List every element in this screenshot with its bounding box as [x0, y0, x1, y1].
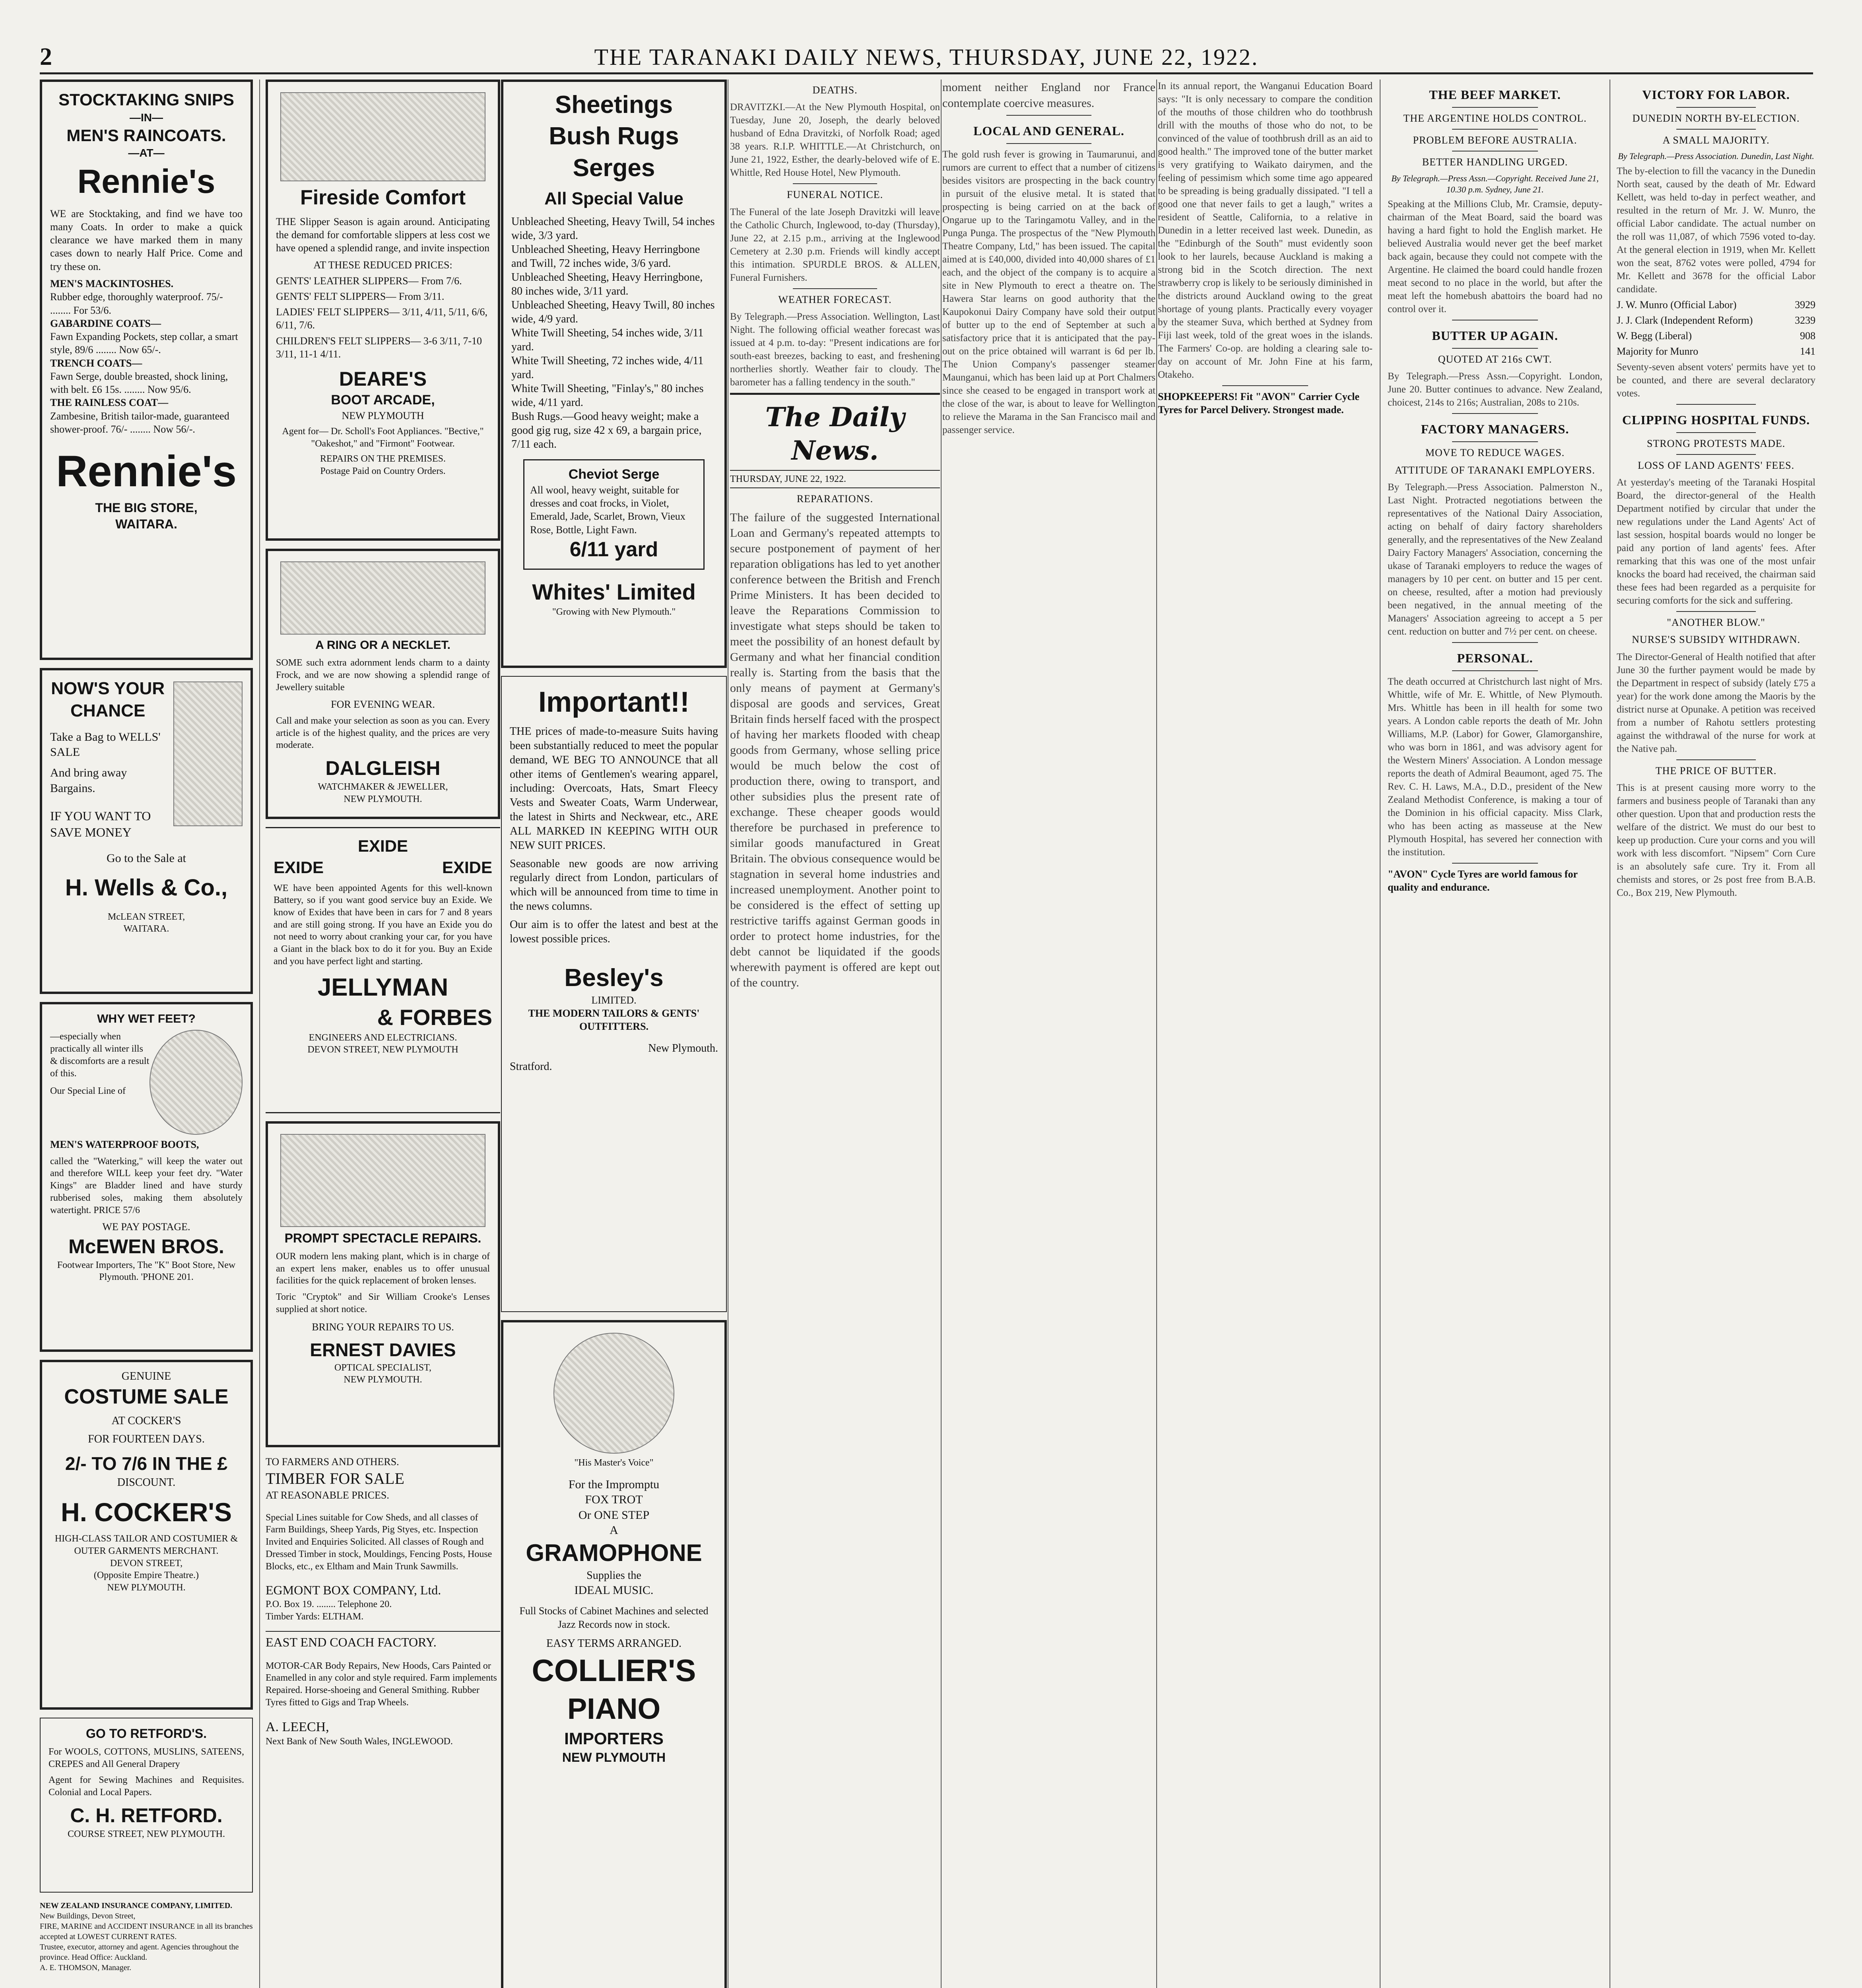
butter-price-heading: THE PRICE OF BUTTER.: [1655, 765, 1777, 777]
deare-body: THE Slipper Season is again around. Anticipating the demand for comfortable slippers at less cost we have opened a splendid range, and invite inspection: [276, 215, 490, 254]
rennies-item: [50, 317, 243, 357]
rennies-sub: —IN—: [130, 111, 163, 124]
section-rule: [730, 487, 940, 488]
column-rule: [259, 80, 260, 1988]
wells-address: McLEAN STREET,: [107, 911, 185, 922]
collier-line: Full Stocks of Cabinet Machines and selected Jazz Records now in stock.: [519, 1605, 709, 1630]
victory-dateline: By Telegraph.—Press Association. Dunedin, Last Night.: [1618, 151, 1814, 161]
local-general-body: The gold rush fever is growing in Taumarunui, and rumors are current to effect that a number of citizens besides visitors are prospecting in the back country in pursuit of the elusive metal. It is stated that prospecting is being carried on at the back of Ongarue up to the Taringamotu Valley, and in the Punga Punga. The prospectus of the "New Plymouth Theatre Company, Ltd," has been issued. The capital aimed at is £40,000, divided into 40,000 shares of £1 each, and the object of the company is to acquire a site in New Plymouth to erect a theatre on. The Hawera Star learns on good authority that the Kaupokonui Dairy Company have sold their output of butter up to the end of September at such a satisfactory price that it is anticipated that the pay-out on the price obtained will warrant is 6d per lb. The Union Company's passenger steamer Maunganui, which has been laid up at Port Chalmers since she ceased to be engaged in transport work at the close of the war, is about to leave for Wellington to relieve the Marama in the San Francisco mail and passenger service.: [942, 149, 1155, 436]
mcewen-body: called the "Waterking," will keep the water out and therefore WILL keep your feet dry. "Water Kings" are Bladder lined and have sturdy rubberised soles, making them absolutely watertight. PRICE 57/6: [50, 1156, 243, 1215]
mcewen-line: WE PAY POSTAGE.: [102, 1221, 190, 1233]
section-rule: [730, 470, 940, 471]
deare-item: GENTS' LEATHER SLIPPERS— From 7/6.: [276, 275, 462, 287]
divider: [793, 288, 877, 289]
whites-item: White Twill Sheeting, 54 inches wide, 3/11 yard.: [511, 327, 704, 353]
rennies-heading: STOCKTAKING SNIPS: [58, 90, 234, 109]
whites-item: Unbleached Sheeting, Heavy Herringbone and Twill, 72 inches wide, 3/6 yard.: [511, 243, 700, 270]
exide-body: WE have been appointed Agents for this well-known Battery, so if you want good service buy an Exide. We know of Exides that have been in cars for 7 and 8 years and are still going strong. If you have an Exide you do not need to worry about cranking your car, for you have a Giant in the black box to do it for you. Buy an Exide and you have perfect light and starting.: [274, 883, 492, 967]
page-number: 2: [40, 43, 52, 70]
column-1: [40, 80, 253, 1988]
divider: [1676, 759, 1756, 760]
egmont-line: Timber Yards: ELTHAM.: [266, 1611, 364, 1622]
result-name: Majority for Munro: [1617, 346, 1699, 357]
collier-line: EASY TERMS ARRANGED.: [546, 1637, 682, 1650]
collier-line: For the Impromptu: [568, 1477, 660, 1491]
leech-line: EAST END COACH FACTORY.: [266, 1635, 437, 1649]
factory-heading: FACTORY MANAGERS.: [1421, 422, 1569, 437]
insurance-line: A. E. THOMSON, Manager.: [40, 1963, 132, 1972]
besley-line: Stratford.: [510, 1060, 552, 1073]
deaths-heading: DEATHS.: [812, 84, 858, 96]
whites-item: Bush Rugs.—Good heavy weight; make a good gig rug, size 42 x 69, a bargain price, 7/11 each.: [511, 410, 702, 451]
deare-ad: [266, 80, 500, 541]
column-8: [1617, 80, 1815, 1988]
wells-name: H. Wells & Co.,: [65, 875, 228, 901]
divider: [1452, 441, 1538, 442]
leech-line: Next Bank of New South Wales, INGLEWOOD.: [266, 1736, 453, 1747]
item-label: TRENCH COATS—: [50, 357, 142, 369]
item-label: MEN'S MACKINTOSHES.: [50, 278, 174, 289]
result-row: [1617, 329, 1815, 342]
column-3: [501, 80, 727, 1988]
wells-ad: [40, 668, 253, 994]
whites-tagline: "Growing with New Plymouth.": [552, 607, 676, 617]
divider: [793, 183, 877, 184]
collier-name: IMPORTERS: [564, 1729, 664, 1748]
beef-heading: THE BEEF MARKET.: [1429, 87, 1561, 102]
divider: [1452, 129, 1538, 130]
jewellery-illustration: [280, 561, 485, 635]
deare-title: Fireside Comfort: [300, 186, 466, 209]
masthead: [40, 43, 1813, 71]
butter-body: By Telegraph.—Press Assn.—Copyright. London, June 20. Butter continues to advance. New Zealand, choicest, 214s to 216s; Australian, 208s to 210s.: [1388, 371, 1602, 408]
item-label: GABARDINE COATS—: [50, 317, 161, 329]
result-votes: 141: [1800, 346, 1815, 357]
victory-body: The by-election to fill the vacancy in the Dunedin North seat, caused by the death of Mr. Edward Kellett, was held to-day in perfect weather, and resulted in the return of Mr. J. W. Munro, the official Labor candidate. The actual number on the roll was 11,087, of which 7596 voted to-day. At the general election in 1919, when Mr. Kellett won the seat, 8762 votes were polled, 4794 for Mr. Kellett and 3678 for the official Labor candidate.: [1617, 165, 1815, 295]
cockers-line: DISCOUNT.: [117, 1476, 176, 1489]
column-rule: [1156, 80, 1157, 1988]
butter-subheading: QUOTED AT 216s CWT.: [1438, 353, 1552, 365]
davies-line: NEW PLYMOUTH.: [344, 1375, 422, 1385]
result-row: [1617, 298, 1815, 311]
insurance-line: Trustee, executor, attorney and agent. Agencies throughout the province. Head Office: Auckland.: [40, 1943, 239, 1962]
cockers-line: HIGH-CLASS TAILOR AND COSTUMIER & OUTER GARMENTS MERCHANT.: [54, 1534, 238, 1556]
retford-line: Agent for Sewing Machines and Requisites. Colonial and Local Papers.: [49, 1775, 244, 1798]
dalgleish-body: SOME such extra adornment lends charm to a dainty Frock, and we are now showing a splendid range of Jewellery suitable: [276, 658, 490, 693]
deare-line: NEW PLYMOUTH: [342, 410, 424, 421]
insurance-line: New Buildings, Devon Street,: [40, 1912, 136, 1920]
clipping-subheading: STRONG PROTESTS MADE.: [1646, 437, 1786, 449]
blow-subheading: NURSE'S SUBSIDY WITHDRAWN.: [1632, 634, 1800, 646]
rennies-item: [50, 357, 243, 396]
editorial-body: The failure of the suggested International Loan and Germany's repeated attempts to secure postponement of payment of her reparation obligations has led to yet another conference between the British and French Prime Ministers. It has been decided to leave the Reparations Commission to investigate what steps should be taken to meet the possibility of an honest default by Germany and what her financial condition really is. Starting from the basis that the only means of payment at Germany's disposal are goods and services, Great Britain finds herself faced with the prospect of having her markets flooded with cheap goods from Germany, whose selling price would be much below the cost of production there, owing to transport, and other subsidies plus the present rate of exchange. These cheaper goods would therefore be purchased in preference to similar goods manufactured in Great Britain. The obvious consequence would be stagnation in several home industries and increased unemployment. Another point to be considered is the effect of setting up restrictive tariffs against German goods in order to protect home industries, for the debt cannot be liquidated if the goods wherewith payment is offered are kept out of the country.: [730, 511, 940, 989]
editorial-flag: The Daily News.: [765, 401, 905, 466]
cheviot-body: All wool, heavy weight, suitable for dresses and coat frocks, in Violet, Emerald, Jade, Scarlet, Brown, Vieux Rose, Bottle, Light Fawn.: [530, 484, 685, 536]
whites-heading: Bush Rugs: [549, 122, 679, 150]
spectacles-illustration: [280, 1134, 485, 1227]
collier-line: GRAMOPHONE: [526, 1540, 702, 1567]
rennies-ad: [40, 80, 253, 660]
blow-heading: "ANOTHER BLOW.": [1667, 617, 1765, 629]
victory-subheading: A SMALL MAJORITY.: [1662, 134, 1770, 146]
insurance-line: NEW ZEALAND INSURANCE COMPANY, LIMITED.: [40, 1901, 233, 1910]
egmont-line: TIMBER FOR SALE: [266, 1470, 404, 1488]
collier-name: PIANO: [567, 1692, 661, 1726]
mcewen-address: Footwear Importers, The "K" Boot Store, New Plymouth. 'PHONE 201.: [57, 1260, 236, 1283]
dalgleish-body: Call and make your selection as soon as you can. Every article is of the highest quality, and the prices are very moderate.: [276, 715, 490, 751]
collier-ad: [501, 1320, 727, 1988]
rennies-item: [50, 277, 243, 317]
column-5: [942, 80, 1155, 1988]
whites-heading: All Special Value: [544, 189, 683, 209]
rennies-sub: MEN'S RAINCOATS.: [66, 126, 226, 145]
whites-item: White Twill Sheeting, "Finlay's," 80 inches wide, 4/11 yard.: [511, 382, 704, 409]
deare-line: AT THESE REDUCED PRICES:: [313, 259, 452, 271]
leech-name: A. LEECH,: [266, 1719, 329, 1734]
cockers-line: AT COCKER'S: [111, 1415, 181, 1427]
dalgleish-ad: [266, 549, 500, 819]
cockers-name: H. COCKER'S: [60, 1497, 232, 1527]
divider: [1452, 348, 1538, 349]
wells-line: NOW'S YOUR CHANCE: [51, 679, 165, 721]
whites-items: [511, 215, 716, 451]
divider: [1676, 432, 1756, 433]
exide-right: EXIDE: [442, 858, 492, 877]
rennies-item: [50, 396, 243, 436]
whites-name: Whites' Limited: [532, 579, 696, 604]
mcewen-line: Our Special Line of: [50, 1086, 126, 1097]
personal-body: The death occurred at Christchurch last night of Mrs. Whittle, wife of Mr. E. Whittle, of New Plymouth. Mrs. Whittle has been in ill health for some two years. A London cable reports the death of Mr. John Williams, M.P. (Labor) for Gower, Glamorganshire, who was born in 1861, and was advisory agent for the Western Miners' Association. A London message reports the death of Admiral Beaumont, aged 75. The Rev. C. H. Laws, M.A., D.D., president of the New Zealand Methodist Conference, is making a tour of the Dominion in his official capacity. Miss Clark, who has been acting as masseuse at the New Plymouth Hospital, has severed her connection with the institution.: [1388, 676, 1602, 858]
funeral-heading: FUNERAL NOTICE.: [786, 189, 883, 201]
funeral-notice: The Funeral of the late Joseph Dravitzki will leave the Catholic Church, Inglewood, to-day (Thursday), June 22, at 2.15 p.m., arriving at the Inglewood Cemetery at 2.30 p.m. Friends will kindly accept this intimation. SPURDLE BROS. & ALLEN, Funeral Furnishers.: [730, 206, 940, 283]
personal-heading: PERSONAL.: [1457, 650, 1533, 665]
besley-name: Besley's: [564, 964, 664, 992]
beef-body: Speaking at the Millions Club, Mr. Cramsie, deputy-chairman of the Meat Board, said the board was having a hard fight to hold the English market. He believed Australia would never get the beef market back again, because they could not compete with the Argentine. He claimed the board could handle frozen meat second to no place in the world, but after the meat left the homebush abattoirs the board had no control over it.: [1388, 199, 1602, 315]
deare-line: Postage Paid on Country Orders.: [320, 466, 446, 477]
dalgleish-line: FOR EVENING WEAR.: [331, 698, 435, 710]
collier-line: Or ONE STEP: [578, 1508, 650, 1522]
cheviot-box: [523, 459, 705, 569]
insurance-line: FIRE, MARINE and ACCIDENT INSURANCE in all its branches accepted at LOWEST CURRENT RATES.: [40, 1922, 253, 1941]
weather-forecast: By Telegraph.—Press Association. Wellington, Last Night. The following official weather forecast was issued at 4 p.m. to-day: "Present indications are for south-east breezes, backing to east, and freshening northerlies shortly. Weather fair to cloudy. The barometer has a falling tendency in the south.": [730, 311, 940, 388]
nz-insurance-notice: [40, 1901, 253, 1973]
besley-body: THE prices of made-to-measure Suits having been substantially reduced to meet the popular demand, WE BEG TO ANNOUNCE that all other items of Gentlemen's wearing apparel, including: Overcoats, Hats, Smart Fleecy Vests and Sweater Coats, Warm Underwear, the latest in Shirts and Neckwear, etc., ARE ALL MARKED IN KEEPING WITH OUR NEW SUIT PRICES.: [510, 725, 718, 852]
divider: [1452, 863, 1538, 864]
result-votes: 3929: [1795, 299, 1815, 311]
cockers-line: 2/- TO 7/6 IN THE £: [65, 1453, 228, 1474]
collier-name: COLLIER'S: [532, 1652, 696, 1688]
besley-title: Important!!: [538, 686, 689, 718]
whites-item: Unbleached Sheeting, Heavy Twill, 80 inches wide, 4/9 yard.: [511, 299, 715, 326]
factory-body: By Telegraph.—Press Association. Palmerston N., Last Night. Protracted negotiations between the representatives of the National Dairy Association, acting on behalf of dairy factory shareholders generally, and the representatives of the New Zealand Dairy Factory Managers' Association, concerning the ukase of Taranaki employers to reduce the wages of managers by 10 per cent. on butter and 15 per cent. on cheese, resulted, after a motion had previously been negatived, in the annual meeting of the Managers' Association agreeing to accept a 5 per cent. reduction on butter and 7½ per cent. on cheese.: [1388, 481, 1602, 637]
item-text: Rubber edge, thoroughly waterproof. 75/- ........ For 53/6.: [50, 291, 223, 316]
result-votes: 3239: [1795, 314, 1815, 326]
collier-line: FOX TROT: [585, 1493, 643, 1507]
clipping-body: At yesterday's meeting of the Taranaki Hospital Board, the director-general of the Health Department notified by circular that under the new regulations under the Land Agents' Act of last session, hospital boards would no longer be paid any portion of land agents' fees. After remarking that this was one of the most unfair knocks the board had received, the chairman said these fees had been regarded as a perquisite for securing comforts for the sick and suffering.: [1617, 477, 1815, 606]
dalgleish-name: DALGLEISH: [325, 757, 441, 779]
result-votes: 908: [1800, 330, 1815, 342]
avon-notice: SHOPKEEPERS! Fit "AVON" Carrier Cycle Tyres for Parcel Delivery. Strongest made.: [1158, 391, 1359, 416]
factory-subheading: ATTITUDE OF TARANAKI EMPLOYERS.: [1395, 464, 1595, 476]
exide-row: [274, 857, 492, 878]
whites-heading: Sheetings: [555, 91, 673, 118]
item-text: Fawn Expanding Pockets, step collar, a smart style, 89/6 ........ Now 65/-.: [50, 331, 238, 356]
exide-ad: [266, 827, 500, 1113]
davies-name: ERNEST DAVIES: [310, 1339, 456, 1360]
figure-illustration: [150, 1030, 243, 1135]
egmont-line: P.O. Box 19. ........ Telephone 20.: [266, 1599, 392, 1610]
divider: [1222, 385, 1308, 386]
davies-body: OUR modern lens making plant, which is in charge of an expert lens maker, enables us to offer unusual facilities for the quick replacement of broken lenses.: [276, 1251, 490, 1286]
avon-notice: "AVON" Cycle Tyres are world famous for quality and endurance.: [1388, 868, 1578, 893]
besley-body: Seasonable new goods are now arriving regularly direct from London, particulars of which will be announced from time to time in the news columns.: [510, 857, 718, 913]
egmont-line: TO FARMERS AND OTHERS.: [266, 1456, 399, 1468]
leech-body: MOTOR-CAR Body Repairs, New Hoods, Cars Painted or Enamelled in any color and style required. Farm implements Repaired. Horse-shoeing and General Smithing. Rubber Tyres fitted to Gigs and Trap Wheels.: [266, 1660, 497, 1708]
collier-name: NEW PLYMOUTH: [562, 1750, 666, 1765]
butter-heading: BUTTER UP AGAIN.: [1432, 328, 1558, 343]
election-results: [1617, 298, 1815, 358]
beef-dateline: By Telegraph.—Press Assn.—Copyright. Received June 21, 10.30 p.m. Sydney, June 21.: [1391, 173, 1599, 194]
cockers-line: GENUINE: [121, 1370, 171, 1382]
porter-illustration: [173, 681, 243, 826]
column-2: [266, 80, 500, 1988]
collier-line: Supplies the: [586, 1569, 641, 1582]
exide-title: EXIDE: [357, 837, 408, 855]
egmont-ad: [266, 1455, 500, 1623]
whites-item: Unbleached Sheeting, Heavy Herringbone, 80 inches wide, 3/11 yard.: [511, 271, 703, 298]
deare-line: Agent for— Dr. Scholl's Foot Appliances. "Bective," "Oakeshot," and "Firmont" Footwear.: [282, 426, 484, 449]
cockers-ad: [40, 1360, 253, 1710]
retford-name: C. H. RETFORD.: [70, 1804, 223, 1827]
besley-line: New Plymouth.: [648, 1042, 718, 1054]
mcewen-line: MEN'S WATERPROOF BOOTS,: [50, 1139, 199, 1151]
jellyman-name: JELLYMAN: [317, 973, 449, 1001]
slippers-illustration: [280, 92, 485, 181]
mcewen-ad: [40, 1002, 253, 1352]
rennies-footer-name: Rennie's: [56, 447, 237, 496]
rennies-name: Rennie's: [77, 163, 216, 200]
rennies-footer: WAITARA.: [115, 516, 177, 531]
news-paragraphs: In its annual report, the Wanganui Education Board says: "It is only necessary to compare the condition of the mouths of those children who do toothbrush drill with the mouths of those who do not, to be convinced of the value of toothbrush drill as an aid to good health." The improved tone of the butter market is very gratifying to Waikato dairymen, and the feeling of pessimism which some time ago appeared to be spreading is being gradually dissipated. "I tell a good one that never fails to get a laugh," writes a resident of Seattle, California, to a relative in Dunedin in a letter received last week. Dunedin, as the "Edinburgh of the South" must evidently soon look to her laurels, because Auckland is making a strong bid in the Scotch direction. The next strawberry crop is likely to be seriously diminished in the districts around Auckland owing to the great shortage of young plants. Practically every voyager by the steamer Suva, which berthed at Sydney from Fiji last week, told of the great woes in the islands. The Farmers' Co-op. are holding a clearing sale to-day on account of Mr. John Fine at his farm, Otakeho.: [1158, 81, 1373, 380]
victory-subheading: DUNEDIN NORTH BY-ELECTION.: [1632, 112, 1800, 124]
beef-subheading: BETTER HANDLING URGED.: [1422, 156, 1568, 168]
mcewen-name: McEWEN BROS.: [68, 1235, 224, 1258]
beef-subheading: THE ARGENTINE HOLDS CONTROL.: [1403, 112, 1587, 124]
blow-body: The Director-General of Health notified that after June 30 the further payment would be made by the Department in respect of subsidy (lately £75 a year) for the work done among the Maoris by the district nurse at Opunake. A petition was received from a number of Rahotu settlers protesting against the withdrawal of the nurse for work at the Native pah.: [1617, 651, 1815, 754]
collier-line: IDEAL MUSIC.: [574, 1583, 654, 1597]
besley-line: THE MODERN TAILORS & GENTS' OUTFITTERS.: [528, 1008, 700, 1033]
besley-ad: [501, 676, 727, 1312]
retford-ad: [40, 1718, 253, 1893]
column-rule: [941, 80, 942, 1988]
wells-line: Take a Bag to WELLS' SALE: [50, 730, 161, 759]
divider: [1676, 404, 1756, 405]
divider: [1676, 107, 1756, 108]
whites-ad: [501, 80, 727, 668]
forbes-name: & FORBES: [377, 1004, 492, 1030]
cockers-line: COSTUME SALE: [64, 1385, 229, 1408]
divider: [1676, 454, 1756, 455]
dalgleish-line: NEW PLYMOUTH.: [344, 794, 422, 804]
leech-ad: [266, 1634, 500, 1748]
deare-item: GENTS' FELT SLIPPERS— From 3/11.: [276, 290, 445, 302]
deare-line: BOOT ARCADE,: [331, 392, 435, 408]
deare-name: DEARE'S: [339, 368, 427, 390]
result-name: J. J. Clark (Independent Reform): [1617, 314, 1753, 326]
clipping-subheading: LOSS OF LAND AGENTS' FEES.: [1637, 459, 1794, 471]
divider: [1452, 413, 1538, 414]
wells-address: WAITARA.: [123, 924, 169, 934]
egmont-line: AT REASONABLE PRICES.: [266, 1489, 389, 1501]
deare-line: REPAIRS ON THE PREMISES.: [320, 454, 446, 464]
retford-line: COURSE STREET, NEW PLYMOUTH.: [67, 1829, 225, 1839]
item-label: THE RAINLESS COAT—: [50, 397, 169, 409]
clipping-heading: CLIPPING HOSPITAL FUNDS.: [1622, 412, 1810, 427]
editorial-continued: moment neither England nor France contemplate coercive measures.: [942, 81, 1155, 110]
wells-line: IF YOU WANT TO SAVE MONEY: [50, 809, 151, 840]
editorial-date: THURSDAY, JUNE 22, 1922.: [730, 474, 847, 484]
cockers-line: FOR FOURTEEN DAYS.: [88, 1433, 205, 1446]
column-4: [730, 80, 940, 1988]
cheviot-price: 6/11 yard: [569, 538, 658, 561]
victory-heading: VICTORY FOR LABOR.: [1642, 87, 1790, 102]
retford-items: For WOOLS, COTTONS, MUSLINS, SATEENS, CREPES and All General Drapery: [49, 1746, 244, 1769]
besley-body: Our aim is to offer the latest and best at the lowest possible prices.: [510, 918, 718, 945]
result-name: J. W. Munro (Official Labor): [1617, 299, 1737, 311]
section-rule: [266, 1631, 500, 1632]
collier-caption: "His Master's Voice": [574, 1458, 654, 1468]
wells-line: And bring away Bargains.: [50, 766, 127, 795]
rennies-sub: —AT—: [128, 147, 165, 159]
davies-ad: [266, 1121, 500, 1447]
davies-line: OPTICAL SPECIALIST,: [334, 1362, 431, 1373]
divider: [1676, 129, 1756, 130]
his-masters-voice-logo: [553, 1333, 674, 1454]
wells-line: Go to the Sale at: [107, 852, 186, 865]
exide-line: DEVON STREET, NEW PLYMOUTH: [307, 1044, 458, 1055]
exide-left: EXIDE: [274, 858, 324, 877]
davies-body: Toric "Cryptok" and Sir William Crooke's Lenses supplied at short notice.: [276, 1292, 490, 1314]
whites-heading: Serges: [573, 154, 655, 182]
result-name: W. Begg (Liberal): [1617, 330, 1692, 342]
newspaper-title: THE TARANAKI DAILY NEWS, THURSDAY, JUNE 22, 1922.: [594, 44, 1259, 70]
besley-line: LIMITED.: [591, 994, 637, 1006]
deaths-notice: DRAVITZKI.—At the New Plymouth Hospital, on Tuesday, June 20, Joseph, the dearly beloved husband of Edna Dravitzki, of Norfolk Road; aged 38 years. R.I.P. WHITTLE.—At Christchurch, on June 21, 1922, Esther, the dearly-beloved wife of E. Whittle, Red House Hotel, New Plymouth.: [730, 102, 940, 179]
item-text: Fawn Serge, double breasted, shock lining, with belt. £6 15s. ........ Now 95/6.: [50, 370, 228, 396]
cheviot-title: Cheviot Serge: [568, 467, 660, 482]
deare-item: LADIES' FELT SLIPPERS— 3/11, 4/11, 5/11, 6/6, 6/11, 7/6.: [276, 306, 487, 331]
divider: [1452, 670, 1538, 671]
deare-item: CHILDREN'S FELT SLIPPERS— 3-6 3/11, 7-10 3/11, 11-1 4/11.: [276, 335, 482, 360]
result-row: [1617, 345, 1815, 358]
exide-line: ENGINEERS AND ELECTRICIANS.: [309, 1032, 457, 1043]
column-7: [1388, 80, 1602, 1988]
results-note: Seventy-seven absent voters' permits have yet to be counted, and there are several declaratory votes.: [1617, 361, 1815, 399]
local-general-heading: LOCAL AND GENERAL.: [973, 124, 1124, 138]
editorial-heading: REPARATIONS.: [796, 493, 874, 505]
collier-line: A: [610, 1523, 618, 1537]
retford-line: GO TO RETFORD'S.: [86, 1726, 207, 1741]
column-6: [1158, 80, 1373, 1988]
result-row: [1617, 314, 1815, 327]
divider: [1006, 115, 1091, 116]
rennies-body: WE are Stocktaking, and find we have too many Coats. In order to make a quick clearance we have marked them in many cases down to nearly Half Price. Come and try these on.: [50, 208, 243, 272]
cockers-line: (Opposite Empire Theatre.): [93, 1570, 199, 1581]
cockers-line: NEW PLYMOUTH.: [107, 1582, 186, 1593]
beef-subheading: PROBLEM BEFORE AUSTRALIA.: [1413, 134, 1577, 146]
divider: [1676, 611, 1756, 612]
egmont-name: EGMONT BOX COMPANY, Ltd.: [266, 1583, 441, 1598]
masthead-rule: [40, 72, 1813, 74]
weather-heading: WEATHER FORECAST.: [778, 293, 892, 305]
section-rule: [730, 393, 940, 395]
divider: [1452, 642, 1538, 643]
divider: [1452, 107, 1538, 108]
divider: [1006, 143, 1091, 144]
butter-price-body: This is at present causing more worry to the farmers and business people of Taranaki than any other question. Upon that and production rests the welfare of the district. We must do our best to keep up production. Cure your corns and you will work with less discomfort. "Nipsem" Corn Cure is an absolutely safe cure. Try it. From all chemists and stores, or 2s post free from B.A.B. Co., Box 219, New Plymouth.: [1617, 782, 1815, 898]
mcewen-line: —especially when practically all winter ills & discomforts are a result of this.: [50, 1031, 150, 1079]
dalgleish-line: WATCHMAKER & JEWELLER,: [318, 781, 448, 792]
egmont-body: Special Lines suitable for Cow Sheds, and all classes of Farm Buildings, Sheep Yards, Pig Styes, etc. Inspection Invited and Enquiries Solicited. All classes of Rough and Dressed Timber in stock, Mouldings, Fencing Posts, House Blocks, etc., ex Eltham and Main Trunk Sawmills.: [266, 1512, 492, 1572]
dalgleish-title: A RING OR A NECKLET.: [315, 639, 450, 652]
factory-subheading: MOVE TO REDUCE WAGES.: [1425, 447, 1565, 459]
davies-line: BRING YOUR REPAIRS TO US.: [312, 1321, 454, 1333]
whites-item: White Twill Sheeting, 72 inches wide, 4/11 yard.: [511, 355, 704, 381]
cockers-line: DEVON STREET,: [110, 1558, 183, 1569]
whites-item: Unbleached Sheeting, Heavy Twill, 54 inches wide, 3/3 yard.: [511, 215, 715, 242]
davies-title: PROMPT SPECTACLE REPAIRS.: [284, 1231, 482, 1245]
rennies-footer: THE BIG STORE,: [95, 500, 198, 515]
item-text: Zambesine, British tailor-made, guaranteed shower-proof. 76/- ........ Now 56/-.: [50, 410, 229, 435]
mcewen-line: WHY WET FEET?: [97, 1012, 196, 1025]
